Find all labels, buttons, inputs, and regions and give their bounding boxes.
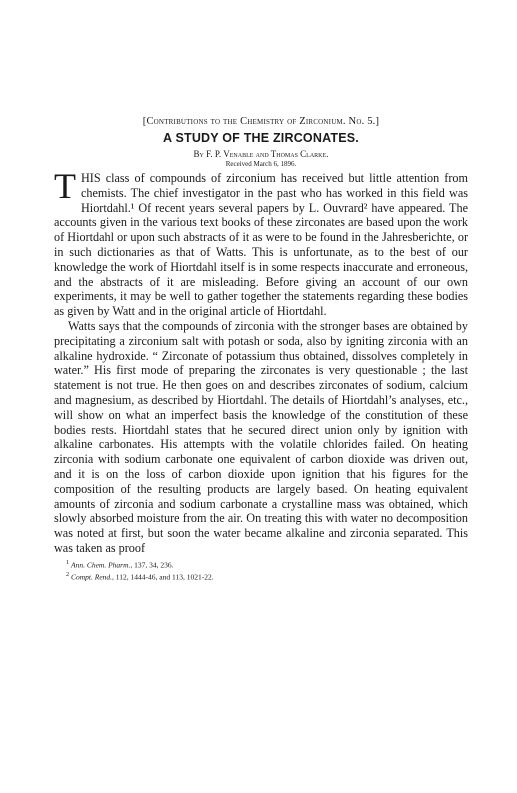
footnote-1-ref: , 137, 34, 236.: [130, 560, 174, 570]
footnote-2-journal: Compt. Rend.: [71, 572, 113, 582]
footnote-1-journal: Ann. Chem. Pharm.: [71, 560, 131, 570]
article-body: [54, 166, 468, 556]
footnote-2-number: 2: [66, 571, 70, 579]
footnote-1: [66, 558, 468, 571]
footnote-2-ref: , 112, 1444-46, and 113, 1021-22.: [112, 572, 214, 582]
footnote-2: [66, 570, 468, 583]
received-date: Received March 6, 1896.: [225, 160, 297, 168]
paragraph-1: [54, 166, 468, 319]
article-title: A STUDY OF THE ZIRCONATES.: [163, 131, 359, 145]
drop-cap: T: [54, 166, 76, 206]
author-line: By F. P. Venable and Thomas Clarke.: [193, 149, 329, 159]
article: [54, 115, 468, 583]
paragraph-2: Watts says that the compounds of zirconia with the stronger bases are obtained by precipitating a zirconium salt with potash or soda, also by igniting zirconia with an alkaline hydroxide. “ Zirconate of potassium thus obtained, dissolves completely in water.” His first mode of preparing the zirconates is very questionable ; the last statement is not true. He then goes on and describes zirconates of sodium, calcium and magnesium, as described by Hiortdahl. The details of Hiortdahl’s analyses, etc., will show on what an imperfect basis the knowledge of the constitution of these bodies rests. Hiortdahl states that he secured direct union only by ignition with alkaline carbonates. His attempts with the volatile chlorides failed. On heating zirconia with sodium carbonate one equivalent of carbon dioxide was driven out, and it is on the loss of carbon dioxide upon ignition that his figures for the composition of the resulting products are largely based. On heating equivalent amounts of zirconia and sodium carbonate a crystalline mass was obtained, which slowly absorbed moisture from the air. On treating this with water no decomposition was noted at first, but soon the water became alkaline and zirconia separated. This was taken as proof: [54, 318, 468, 555]
footnote-1-number: 1: [66, 558, 70, 566]
paragraph-1-text: HIS class of compounds of zirconium has received but little attention from chemists. The chief investigator in the past who has worked in this field was Hiortdahl.¹ Of recent years several papers by L. Ouvrard² have appeared. The accounts given in the various text books of these zirconates are based upon the work of Hiortdahl or upon such abstracts of it as were to be found in the Jahresberichte, or in such dictionaries as that of Watts. This is unfortunate, as to the best of our knowledge the work of Hiortdahl itself is in some respects inaccurate and erroneous, and the abstracts of it are misleading. Before giving an account of our own experiments, it may be well to gather together the statements regarding these bodies as given by Watt and in the original article of Hiortdahl.: [54, 171, 468, 319]
series-heading: [Contributions to the Chemistry of Zirconium. No. 5.]: [142, 116, 380, 127]
footnotes: [54, 558, 468, 583]
